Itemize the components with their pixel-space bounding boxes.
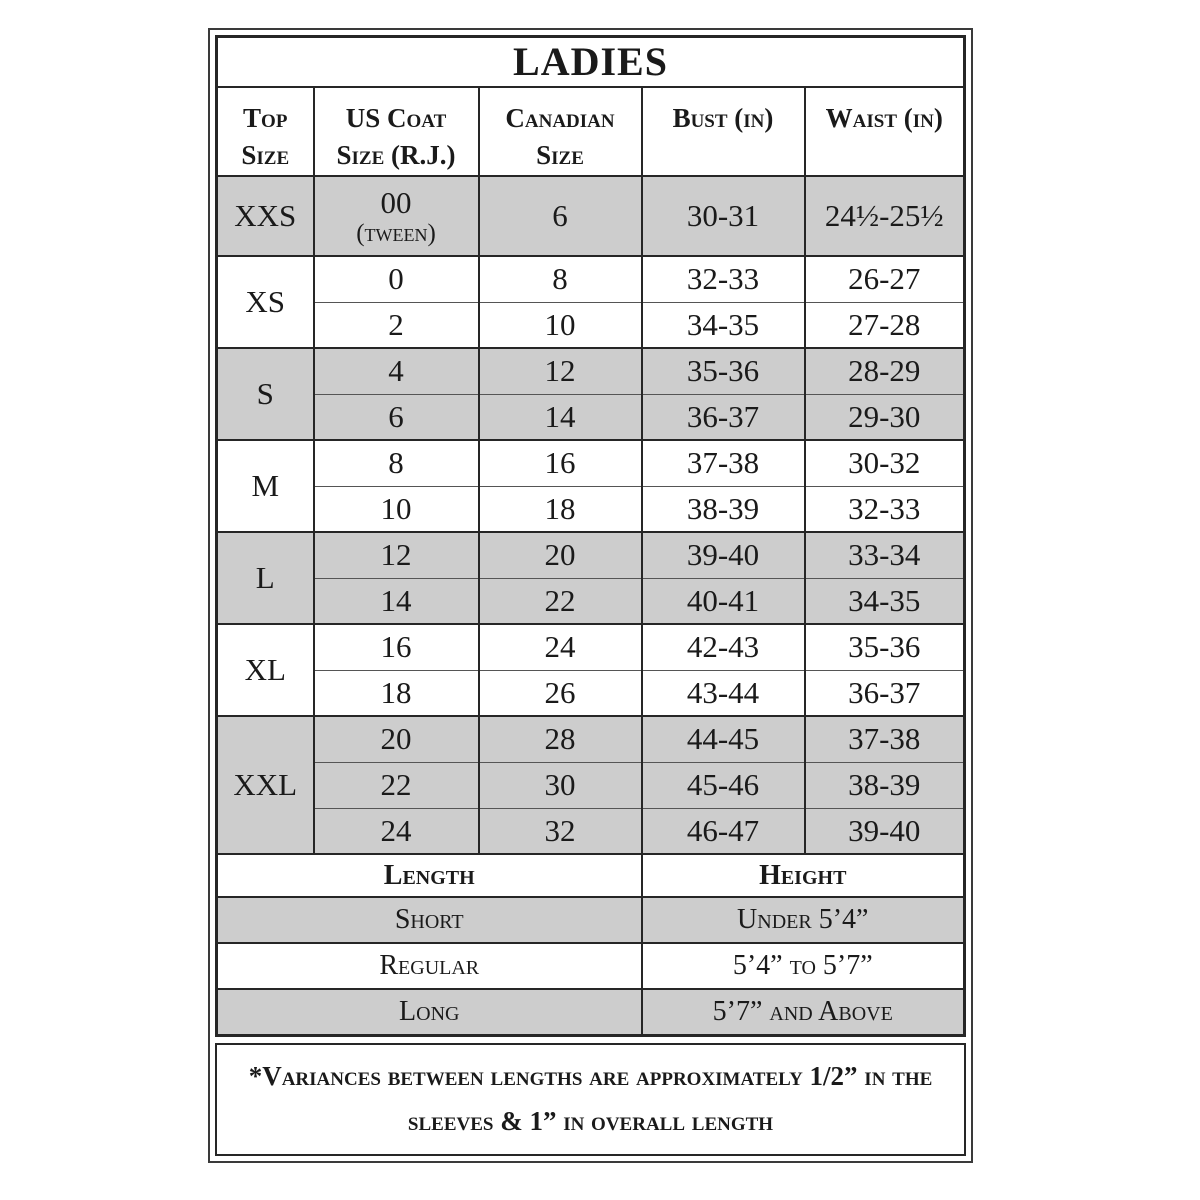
bust-cell: 34-35: [642, 302, 805, 348]
row-l-2: [217, 578, 965, 624]
row-xxs: [217, 176, 965, 256]
waist-cell: 32-33: [805, 486, 965, 532]
waist-cell: 35-36: [805, 624, 965, 670]
us-size-cell: 6: [314, 394, 479, 440]
length-height-header-row: [217, 854, 965, 897]
bust-cell: 45-46: [642, 762, 805, 808]
size-cell: M: [217, 440, 314, 532]
row-length-long: [217, 989, 965, 1035]
us-size-cell: 22: [314, 762, 479, 808]
canadian-size-cell: 14: [479, 394, 642, 440]
us-size-cell: 4: [314, 348, 479, 394]
canadian-size-cell: 12: [479, 348, 642, 394]
us-size-cell: 2: [314, 302, 479, 348]
canadian-size-cell: 32: [479, 808, 642, 854]
row-xl-2: [217, 670, 965, 716]
bust-cell: 36-37: [642, 394, 805, 440]
waist-cell: 28-29: [805, 348, 965, 394]
header-us-coat-size: US Coat Size (R.J.): [314, 87, 479, 177]
size-cell: L: [217, 532, 314, 624]
header-bust: Bust (in): [642, 87, 805, 177]
header-canadian-size: Canadian Size: [479, 87, 642, 177]
height-cell: Under 5’4”: [642, 897, 965, 943]
waist-cell: 39-40: [805, 808, 965, 854]
row-s-1: [217, 348, 965, 394]
bust-cell: 43-44: [642, 670, 805, 716]
waist-cell: 34-35: [805, 578, 965, 624]
header-top-size: Top Size: [217, 87, 314, 177]
us-size-cell: 18: [314, 670, 479, 716]
row-m-1: [217, 440, 965, 486]
row-xs-2: [217, 302, 965, 348]
canadian-size-cell: 6: [479, 176, 642, 256]
row-xl-1: [217, 624, 965, 670]
size-cell: XS: [217, 256, 314, 348]
row-length-regular: [217, 943, 965, 989]
title-row: [217, 37, 965, 87]
bust-cell: 40-41: [642, 578, 805, 624]
header-waist: Waist (in): [805, 87, 965, 177]
waist-cell: 37-38: [805, 716, 965, 762]
us-size-cell: 16: [314, 624, 479, 670]
size-cell: S: [217, 348, 314, 440]
row-m-2: [217, 486, 965, 532]
us-size-cell: 20: [314, 716, 479, 762]
us-size-cell: 0: [314, 256, 479, 302]
row-xs-1: [217, 256, 965, 302]
canadian-size-cell: 18: [479, 486, 642, 532]
us-size-note: (tween): [356, 220, 436, 248]
waist-cell: 30-32: [805, 440, 965, 486]
canadian-size-cell: 10: [479, 302, 642, 348]
us-size-cell: 24: [314, 808, 479, 854]
length-cell: Regular: [217, 943, 642, 989]
bust-cell: 35-36: [642, 348, 805, 394]
length-cell: Long: [217, 989, 642, 1035]
size-chart-frame: [208, 28, 973, 1163]
chart-title: LADIES: [217, 37, 965, 87]
us-size-cell: [314, 176, 479, 256]
variance-footnote: *Variances between lengths are approximately 1/2” in the sleeves & 1” in overall length: [215, 1043, 966, 1157]
bust-cell: 38-39: [642, 486, 805, 532]
row-length-short: [217, 897, 965, 943]
us-size-cell: 12: [314, 532, 479, 578]
row-s-2: [217, 394, 965, 440]
bust-cell: 44-45: [642, 716, 805, 762]
waist-cell: 29-30: [805, 394, 965, 440]
bust-cell: 46-47: [642, 808, 805, 854]
us-size-cell: 14: [314, 578, 479, 624]
canadian-size-cell: 26: [479, 670, 642, 716]
bust-cell: 37-38: [642, 440, 805, 486]
waist-cell: 24½-25½: [805, 176, 965, 256]
canadian-size-cell: 24: [479, 624, 642, 670]
bust-cell: 32-33: [642, 256, 805, 302]
row-xxl-3: [217, 808, 965, 854]
canadian-size-cell: 8: [479, 256, 642, 302]
us-size-value: 00: [380, 184, 412, 220]
canadian-size-cell: 28: [479, 716, 642, 762]
row-xxl-2: [217, 762, 965, 808]
height-cell: 5’7” and Above: [642, 989, 965, 1035]
canadian-size-cell: 22: [479, 578, 642, 624]
size-cell: XL: [217, 624, 314, 716]
us-size-cell: 8: [314, 440, 479, 486]
bust-cell: 30-31: [642, 176, 805, 256]
waist-cell: 33-34: [805, 532, 965, 578]
column-header-row: [217, 87, 965, 177]
canadian-size-cell: 20: [479, 532, 642, 578]
waist-cell: 36-37: [805, 670, 965, 716]
canadian-size-cell: 16: [479, 440, 642, 486]
row-xxl-1: [217, 716, 965, 762]
header-length: Length: [217, 854, 642, 897]
ladies-size-chart-table: [215, 35, 966, 1037]
bust-cell: 39-40: [642, 532, 805, 578]
header-height: Height: [642, 854, 965, 897]
bust-cell: 42-43: [642, 624, 805, 670]
waist-cell: 26-27: [805, 256, 965, 302]
length-cell: Short: [217, 897, 642, 943]
waist-cell: 38-39: [805, 762, 965, 808]
size-cell: XXS: [217, 176, 314, 256]
canadian-size-cell: 30: [479, 762, 642, 808]
us-size-cell: 10: [314, 486, 479, 532]
waist-cell: 27-28: [805, 302, 965, 348]
size-cell: XXL: [217, 716, 314, 854]
row-l-1: [217, 532, 965, 578]
height-cell: 5’4” to 5’7”: [642, 943, 965, 989]
